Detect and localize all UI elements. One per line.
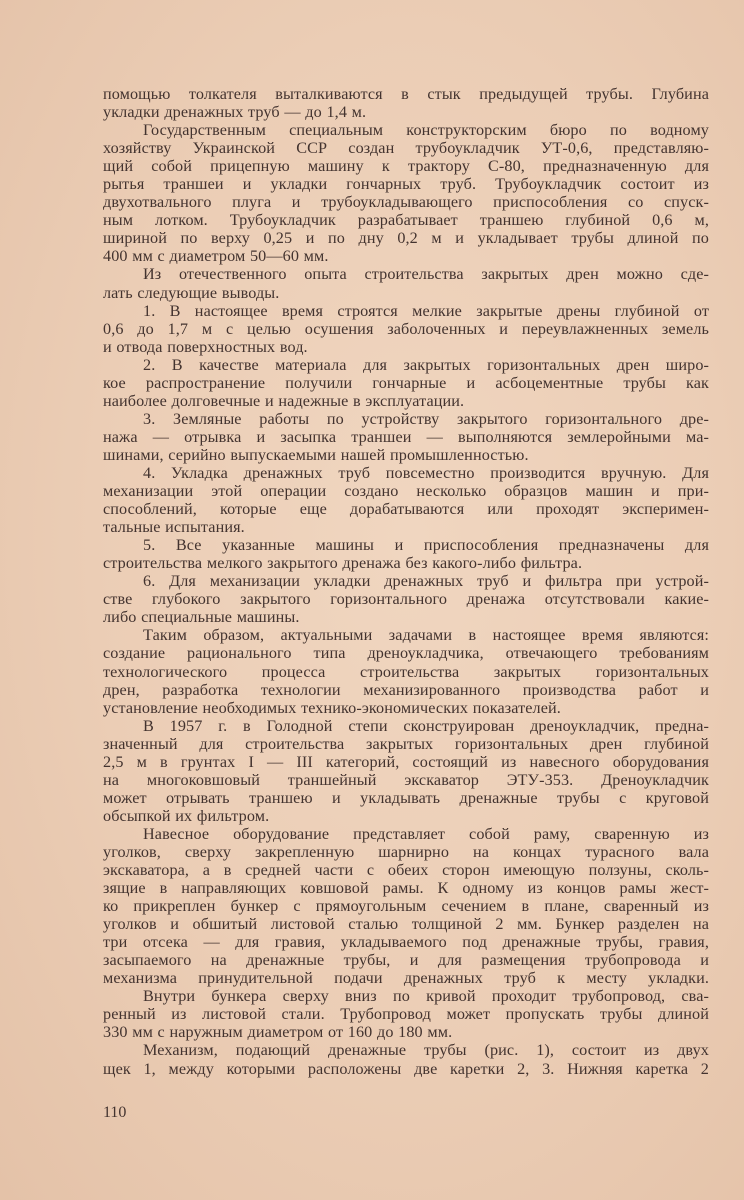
text-line: Государственным специальным конструкторским бюро по водному bbox=[143, 121, 709, 140]
text-line: 330 мм с наружным диаметром от 160 до 180 мм. bbox=[103, 1023, 453, 1042]
text-line: ко прикреплен бункер с прямоугольным сечением в плане, сваренный из bbox=[103, 897, 709, 916]
text-line: и отвода поверхностных вод. bbox=[103, 337, 308, 356]
text-line: Механизм, подающий дренажные трубы (рис. 1), состоит из двух bbox=[143, 1041, 709, 1060]
text-line: может отрывать траншею и укладывать дренажные трубы с круговой bbox=[103, 788, 709, 807]
text-line: стве глубокого закрытого горизонтального дренажа отсутствовали какие- bbox=[103, 590, 709, 609]
text-line: зящие в направляющих ковшовой рамы. К одному из концов рамы жест- bbox=[103, 879, 709, 898]
text-line: ренный из листовой стали. Трубопровод может пропускать трубы длиной bbox=[103, 1005, 709, 1024]
page-number: 110 bbox=[103, 1104, 127, 1121]
text-line: 1. В настоящее время строятся мелкие закрытые дрены глубиной от bbox=[143, 301, 709, 320]
text-line: тальные испытания. bbox=[103, 518, 245, 537]
text-line: три отсека — для гравия, укладываемого под дренажные трубы, гравия, bbox=[103, 933, 709, 952]
text-line: уголков и обшитый листовой сталью толщиной 2 мм. Бункер разделен на bbox=[103, 915, 709, 934]
text-line: шириной по верху 0,25 и по дну 0,2 м и укладывает трубы длиной по bbox=[103, 229, 709, 248]
page-body-text bbox=[103, 85, 709, 1078]
text-line: либо специальные машины. bbox=[103, 608, 300, 627]
text-line: Таким образом, актуальными задачами в настоящее время являются: bbox=[143, 626, 709, 645]
text-line: помощью толкателя выталкиваются в стык предыдущей трубы. Глубина bbox=[103, 85, 709, 103]
text-line: ным лотком. Трубоукладчик разрабатывает траншею глубиной 0,6 м, bbox=[103, 211, 709, 230]
text-line: шинами, серийно выпускаемыми нашей промышленностью. bbox=[103, 445, 529, 464]
text-line: лать следующие выводы. bbox=[103, 283, 280, 302]
text-line: значенный для строительства закрытых горизонтальных дрен глубиной bbox=[103, 734, 709, 753]
text-line: щек 1, между которыми расположены две каретки 2, 3. Нижняя каретка 2 bbox=[103, 1059, 709, 1078]
text-line: способлений, которые еще дорабатываются или проходят эксперимен- bbox=[103, 500, 709, 519]
text-line: механизма принудительной подачи дренажных труб к месту укладки. bbox=[103, 969, 709, 988]
text-line: обсыпкой их фильтром. bbox=[103, 806, 270, 825]
text-line: 2,5 м в грунтах I — III категорий, состоящий из навесного оборудования bbox=[103, 752, 709, 771]
text-line: 5. Все указанные машины и приспособления предназначены для bbox=[143, 536, 709, 555]
text-line: дрен, разработка технологии механизированного производства работ и bbox=[103, 680, 709, 699]
text-line: 0,6 до 1,7 м с целью осушения заболоченных и переувлажненных земель bbox=[103, 319, 709, 338]
text-line: уголков, сверху закрепленную шарнирно на концах турасного вала bbox=[103, 842, 709, 861]
text-line: технологического процесса строительства закрытых горизонтальных bbox=[103, 662, 709, 681]
text-line: 400 мм с диаметром 50—60 мм. bbox=[103, 247, 329, 266]
text-line: экскаватора, а в средней части с обеих сторон имеющую ползуны, сколь- bbox=[103, 861, 709, 880]
text-line: кое распространение получили гончарные и асбоцементные трубы как bbox=[103, 373, 709, 392]
text-line: Из отечественного опыта строительства закрытых дрен можно сде- bbox=[143, 265, 709, 284]
text-line: создание рационального типа дреноукладчика, отвечающего требованиям bbox=[103, 644, 709, 663]
text-line: В 1957 г. в Голодной степи сконструирован дреноукладчик, предна- bbox=[143, 716, 709, 735]
text-line: на многоковшовый траншейный экскаватор ЭТУ-353. Дреноукладчик bbox=[103, 770, 709, 789]
text-line: Навесное оборудование представляет собой раму, сваренную из bbox=[143, 824, 709, 843]
text-line: наиболее долговечные и надежные в эксплуатации. bbox=[103, 391, 465, 410]
text-line: щий собой прицепную машину к трактору С-80, предназначенную для bbox=[103, 157, 709, 176]
text-line: нажа — отрывка и засыпка траншеи — выполняются землеройными ма- bbox=[103, 427, 709, 446]
text-line: засыпаемого на дренажные трубы, и для размещения трубопровода и bbox=[103, 951, 709, 970]
text-line: 4. Укладка дренажных труб повсеместно производится вручную. Для bbox=[143, 463, 709, 482]
text-line: 6. Для механизации укладки дренажных труб и фильтра при устрой- bbox=[143, 572, 709, 591]
text-line: 2. В качестве материала для закрытых горизонтальных дрен широ- bbox=[143, 355, 709, 374]
text-line: рытья траншеи и укладки гончарных труб. Трубоукладчик состоит из bbox=[103, 175, 709, 194]
text-line: 3. Земляные работы по устройству закрытого горизонтального дре- bbox=[143, 409, 709, 428]
text-line: строительства мелкого закрытого дренажа без какого-либо фильтра. bbox=[103, 554, 583, 573]
text-line: механизации этой операции создано несколько образцов машин и при- bbox=[103, 482, 709, 501]
text-line: двухотвального плуга и трубоукладывающего приспособления со спуск- bbox=[103, 193, 709, 212]
text-line: установление необходимых технико-экономических показателей. bbox=[103, 698, 561, 717]
text-line: хозяйству Украинской ССР создан трубоукладчик УТ-0,6, представляю- bbox=[103, 139, 709, 158]
text-line: укладки дренажных труб — до 1,4 м. bbox=[103, 103, 367, 122]
text-line: Внутри бункера сверху вниз по кривой проходит трубопровод, сва- bbox=[143, 987, 709, 1006]
